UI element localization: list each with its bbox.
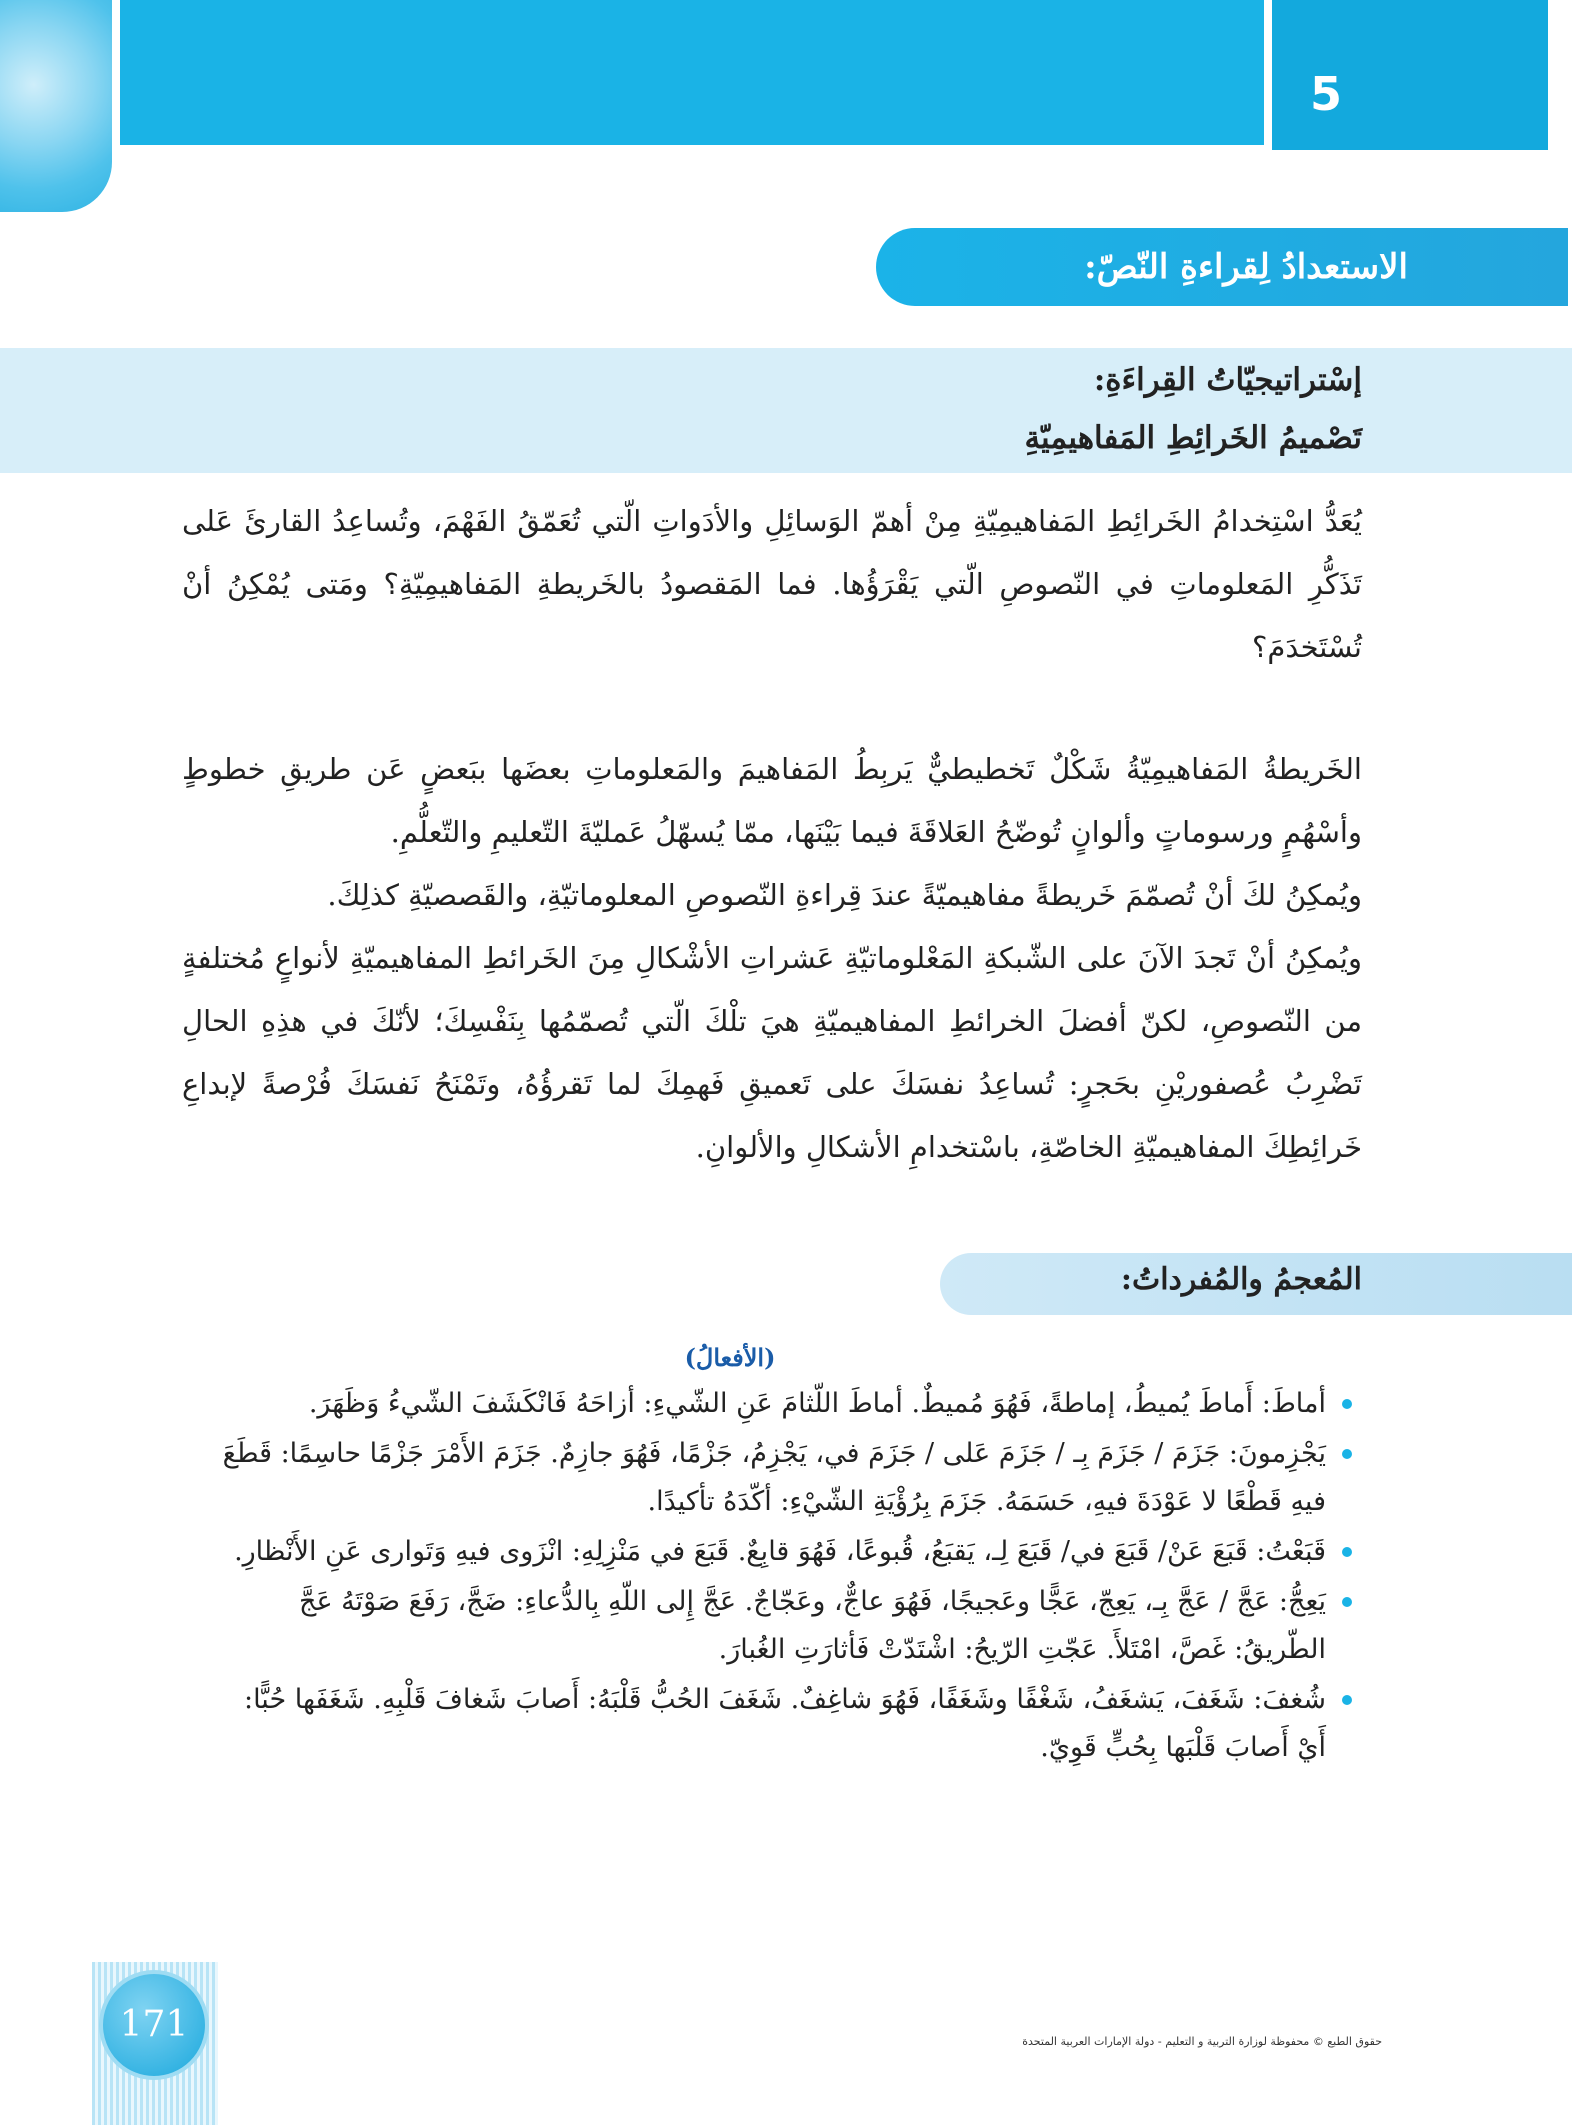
vocab-item [222, 1528, 1352, 1576]
body-paragraph-2: ويُمكِنُ لكَ أنْ تُصمّمَ خَريطةً مفاهيميّةً عندَ قِراءةِ النّصوصِ المعلوماتيّةِ، والقَصصيّةِ كذلِكَ. [327, 878, 1362, 912]
intro-paragraph: يُعَدُّ اسْتِخدامُ الخَرائِطِ المَفاهيمِيّةِ مِنْ أهمّ الوَسائِلِ والأدَواتِ الّتي تُعَمّقُ الفَهْمَ، وتُساعِدُ القارئَ عَلى تَذَكُّرِ المَعلوماتِ في النّصوصِ الّتي يَقْرَؤُها. فما المَقصودُ بالخَريطةِ المَفاهيمِيّةِ؟ ومَتى يُمْكِنُ أنْ تُسْتَخدَمَ؟ [182, 504, 1362, 664]
vocab-item [222, 1430, 1352, 1526]
section-title: الاستعدادُ لِقراءةِ النّصّ: [1084, 247, 1408, 287]
verbs-heading: (الأفعالُ) [684, 1343, 776, 1372]
chapter-number: 5 [1309, 67, 1342, 121]
bullet-icon [1342, 1399, 1352, 1409]
vocab-item-text: يَعِجُّ: عَجَّ / عَجَّ بِـ، يَعِجّ، عَجًّا وعَجيجًا، فَهُوَ عاجٌّ، وعَجّاجٌ. عَجَّ إِلى اللّهِ بِالدُّعاءِ: ضَجَّ، رَفَعَ صَوْتَهُ عَجَّ الطّريقُ: غَصَّ، امْتَلأَ. عَجّتِ الرّيحُ: اشْتَدّتْ فَأثارَتِ الغُبارَ. [299, 1586, 1326, 1665]
vocab-item [222, 1676, 1352, 1772]
vocab-item-text: أماطَ: أَماطَ يُميطُ، إماطةً، فَهُوَ مُميطٌ. أماطَ اللّثامَ عَنِ الشّيءِ: أزاحَهُ فَانْكَشَفَ الشّيءُ وَظَهَرَ. [308, 1388, 1326, 1419]
copyright-notice: حقوق الطبع © محفوظة لوزارة التربية و التعليم - دولة الإمارات العربية المتحدة [1022, 2035, 1382, 2048]
strategies-subtitle: تَصْميمُ الخَرائِطِ المَفاهيمِيّةِ [1024, 420, 1362, 456]
vocab-item-text: شُغفَ: شَغَفَ، يَشغَفُ، شَغْفًا وشَغَفًا، فَهُوَ شاغِفٌ. شَغَفَ الحُبُّ قَلْبَهُ: أَصابَ شَغافَ قَلْبِهِ. شَغَفَها حُبًّا: أَيْ أَصابَ قَلْبَها بِحُبٍّ قَوِيّ. [243, 1684, 1326, 1763]
vocab-item [222, 1380, 1352, 1428]
bullet-icon [1342, 1695, 1352, 1705]
vocab-item-text: قَبَعْتُ: قَبَعَ عَنْ/ قَبَعَ في/ قَبَعَ لِـ، يَقبَعُ، قُبوعًا، فَهُوَ قابِعٌ. قَبَعَ في مَنْزِلِهِ: انْزَوى فيهِ وَتَوارى عَنِ الأَنْظارِ. [234, 1536, 1326, 1567]
page-number: 171 [99, 1970, 209, 2080]
strategies-title: إسْتراتيجيّاتُ القِراءَةِ: [1093, 362, 1362, 398]
section-header [876, 228, 1568, 306]
vocabulary-title: المُعجمُ والمُفرداتُ: [1120, 1262, 1362, 1297]
vocab-item [222, 1578, 1352, 1674]
bullet-icon [1342, 1597, 1352, 1607]
body-paragraph-3: ويُمكِنُ أنْ تَجدَ الآنَ على الشّبكةِ المَعْلوماتيّةِ عَشراتِ الأشْكالِ مِنَ الخَرائطِ المفاهيميّةِ لأنواعٍ مُختلفةٍ من النّصوصِ، لكنّ أفضلَ الخرائطِ المفاهيميّةِ هيَ تلْكَ الّتي تُصمّمُها بِنَفْسِكَ؛ لأنّكَ في هذِهِ الحالِ تَضْرِبُ عُصفوريْنِ بحَجرٍ: تُساعِدُ نفسَكَ على تَعميقِ فَهمِكَ لما تَقرؤُهُ، وتَمْنَحُ نَفسَكَ فُرْصةً لإبداعِ خَرائِطِكَ المفاهيميّةِ الخاصّةِ، باسْتخدامِ الأشكالِ والألوانِ. [182, 941, 1362, 1164]
vocab-item-text: يَجْزِمونَ: جَزَمَ / جَزَمَ بِـ / جَزَمَ عَلى / جَزَمَ في، يَجْزِمُ، جَزْمًا، فَهُوَ جازِمٌ. جَزَمَ الأَمْرَ جَزْمًا حاسِمًا: قَطَعَ فيهِ قَطْعًا لا عَوْدَةَ فيهِ، حَسَمَهُ. جَزَمَ بِرُؤْيَةِ الشّيْءِ: أكّدَهُ تأكيدًا. [222, 1438, 1326, 1517]
bullet-icon [1342, 1547, 1352, 1557]
body-paragraph-1: الخَريطةُ المَفاهيمِيّةُ شَكْلٌ تَخطيطيٌّ يَربِطُ المَفاهيمَ والمَعلوماتِ بعضَها ببَعضٍ عَن طريقِ خطوطٍ وأسْهُمٍ ورسوماتٍ وألوانٍ تُوضّحُ العَلاقَةَ فيما بَيْنَها، ممّا يُسهّلُ عَمليّةَ التّعليمِ والتّعلُّمِ. [182, 752, 1362, 849]
vocabulary-list [222, 1380, 1352, 1774]
bullet-icon [1342, 1449, 1352, 1459]
header-band [120, 0, 1268, 145]
corner-decoration [0, 0, 112, 212]
